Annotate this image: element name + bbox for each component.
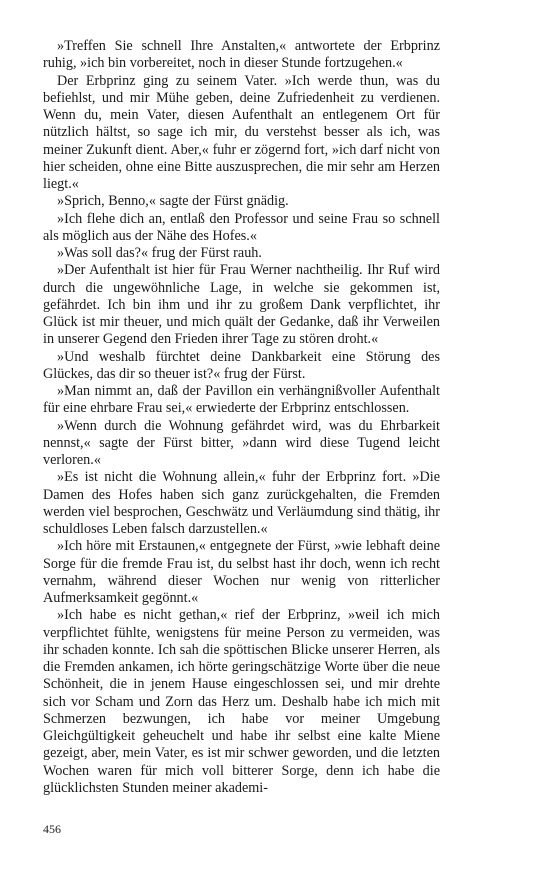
paragraph-12: »Ich habe es nicht gethan,« rief der Erbprinz, »weil ich mich verpflichtet fühlte, wenigstens für meine Person zu vermeiden, was ihr schaden konnte. Ich sah die spöttischen Blicke unserer Herren, als die Fremden ankamen, ich hörte geringschätzige Worte über die neue Schönheit, die in jenem Hause eingeschlossen sei, und mir drehte sich vor Scham und Zorn das Herz um. Deshalb habe ich mich mit Schmerzen bezwungen, ich habe vor meiner Umgebung Gleichgültigkeit geheuchelt und habe ihr selbst eine kalte Miene gezeigt, aber, mein Vater, es ist mir schwer geworden, und die letzten Wochen waren für mich voll bitterer Sorge, denn ich habe die glücklichsten Stunden meiner akademi- xyxy=(43,607,440,796)
paragraph-10: »Es ist nicht die Wohnung allein,« fuhr der Erbprinz fort. »Die Damen des Hofes haben sich ganz zurückgehalten, die Fremden werden viel besprochen, Geschwätz und Verläumdung sind thätig, ihr schuldloses Leben falsch darzustellen.« xyxy=(43,469,440,537)
paragraph-11: »Ich höre mit Erstaunen,« entgegnete der Fürst, »wie lebhaft deine Sorge für die fremde Frau ist, du selbst hast ihr doch, wenn ich recht vernahm, während dieser Wochen nur wenig von ritterlicher Aufmerksamkeit gegönnt.« xyxy=(43,538,440,606)
paragraph-8: »Man nimmt an, daß der Pavillon ein verhängnißvoller Aufenthalt für eine ehrbare Frau sei,« erwiederte der Erbprinz entschlossen. xyxy=(43,383,440,417)
paragraph-7: »Und weshalb fürchtet deine Dankbarkeit eine Störung des Glückes, das dir so theuer ist?« frug der Fürst. xyxy=(43,348,440,382)
paragraph-2: Der Erbprinz ging zu seinem Vater. »Ich werde thun, was du befiehlst, und mir Mühe geben, deine Zufriedenheit zu verdienen. Wenn du, mein Vater, diesen Aufenthalt an entlegenem Ort für nützlich hältst, so sage ich mir, du verstehst besser als ich, was meiner Zukunft dient. Aber,« fuhr er zögernd fort, »ich darf nicht von hier scheiden, ohne eine Bitte auszusprechen, die mir sehr am Herzen liegt.« xyxy=(43,72,440,192)
paragraph-3: »Sprich, Benno,« sagte der Fürst gnädig. xyxy=(57,193,289,210)
paragraph-9: »Wenn durch die Wohnung gefährdet wird, was du Ehrbarkeit nennst,« sagte der Fürst bitter, »dann wird diese Tugend leicht verloren.« xyxy=(43,417,440,468)
paragraph-6: »Der Aufenthalt ist hier für Frau Werner nachtheilig. Ihr Ruf wird durch die ungewöhnliche Lage, in welche sie gekommen ist, gefährdet. Ich bin ihm und ihr zu großem Dank verpflichtet, ihr Glück ist mir theuer, und mich quält der Gedanke, daß ihr Verweilen in unserer Gegend den Frieden ihrer Tage zu stören droht.« xyxy=(43,262,440,348)
paragraph-4: »Ich flehe dich an, entlaß den Professor und seine Frau so schnell als möglich aus der Nähe des Hofes.« xyxy=(43,210,440,244)
body-text xyxy=(43,38,440,797)
paragraph-5: »Was soll das?« frug der Fürst rauh. xyxy=(57,245,262,261)
paragraph-1: »Treffen Sie schnell Ihre Anstalten,« antwortete der Erbprinz ruhig, »ich bin vorbereitet, noch in dieser Stunde fortzugehen.« xyxy=(43,38,440,72)
page-number: 456 xyxy=(43,822,61,836)
